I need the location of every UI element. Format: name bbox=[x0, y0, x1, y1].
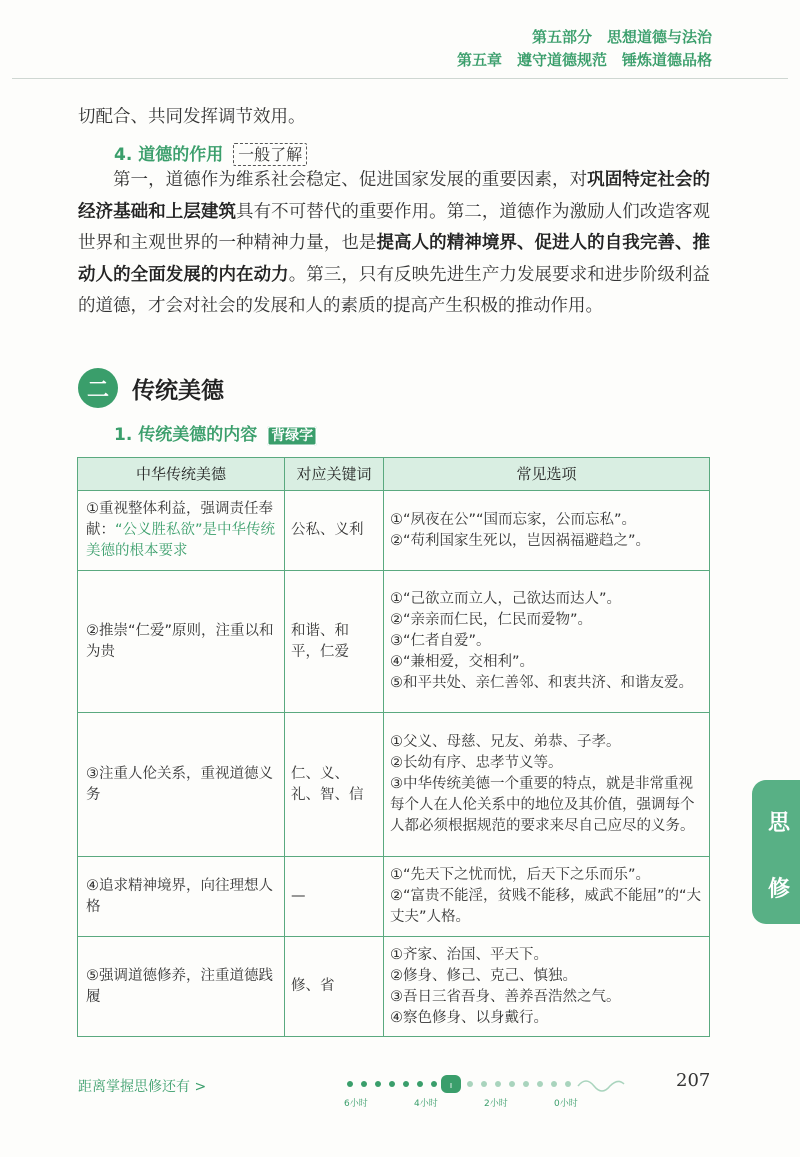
option-item: ②长幼有序、忠孝节义等。 bbox=[390, 755, 563, 771]
timeline-dot bbox=[495, 1081, 501, 1087]
options-cell bbox=[384, 571, 710, 713]
swimmer-wave-icon bbox=[578, 1081, 624, 1091]
column-header-keywords: 对应关键词 bbox=[285, 458, 384, 491]
table-row bbox=[78, 937, 710, 1037]
timeline-dot bbox=[481, 1081, 487, 1087]
side-tab-char-2: 修 bbox=[768, 877, 791, 902]
option-item: ①“先天下之忧而忧，后天下之乐而乐”。 bbox=[390, 867, 651, 883]
option-item: ②“苟利国家生死以，岂因祸福避趋之”。 bbox=[390, 532, 651, 549]
timeline-dots-remaining bbox=[467, 1081, 571, 1087]
running-header bbox=[457, 26, 712, 72]
option-item: ①“己欲立而立人，己欲达而达人”。 bbox=[390, 591, 622, 607]
option-item: ①父义、母慈、兄友、弟恭、子孝。 bbox=[390, 734, 621, 750]
option-item: ①齐家、治国、平天下。 bbox=[390, 946, 548, 963]
timeline-dot bbox=[523, 1081, 529, 1087]
option-item: ①“夙夜在公”“国而忘家，公而忘私”。 bbox=[390, 511, 637, 528]
option-item: ③中华传统美德一个重要的特点，就是非常重视每个人在人伦关系中的地位及其价值，强调每个人都必须根据规范的要求来尽自己应尽的义务。 bbox=[390, 776, 695, 834]
timeline-dot bbox=[551, 1081, 557, 1087]
timeline-label: 0小时 bbox=[554, 1099, 578, 1109]
option-item: ②“富贵不能淫，贫贱不能移，威武不能屈”的“大丈夫”人格。 bbox=[390, 888, 702, 925]
table-row bbox=[78, 713, 710, 857]
virtue-cell bbox=[78, 491, 285, 571]
morality-role-paragraph bbox=[78, 165, 710, 323]
option-item: ④察色修身、以身戴行。 bbox=[390, 1009, 548, 1026]
timeline-dots bbox=[347, 1081, 437, 1087]
header-divider bbox=[12, 78, 788, 79]
option-item: ⑤和平共处、亲仁善邻、和衷共济、和谐友爱。 bbox=[390, 675, 693, 691]
morality-role-heading-text: 4. 道德的作用 bbox=[114, 145, 224, 165]
timeline-dot bbox=[431, 1081, 437, 1087]
traditional-virtue-heading bbox=[114, 423, 317, 447]
timeline-dot bbox=[537, 1081, 543, 1087]
timeline-dot bbox=[403, 1081, 409, 1087]
virtue-table bbox=[77, 457, 710, 1037]
timeline-dot bbox=[565, 1081, 571, 1087]
virtue-cell: ⑤强调道德修养，注重道德践履 bbox=[78, 937, 285, 1037]
paragraph-text-2: 具有不可替代的重要作用。第二，道德作为激励人们改造客观世界和主观世界的一种精神力量，也是 bbox=[78, 201, 710, 253]
timeline-dot bbox=[389, 1081, 395, 1087]
options-cell bbox=[384, 713, 710, 857]
keywords-cell: 仁、义、礼、智、信 bbox=[285, 713, 384, 857]
continuation-paragraph: 切配合、共同发挥调节效用。 bbox=[78, 107, 306, 127]
page-number: 207 bbox=[676, 1070, 711, 1091]
option-item: ②修身、修己、克己、慎独。 bbox=[390, 967, 577, 984]
options-cell bbox=[384, 491, 710, 571]
timeline-dot bbox=[347, 1081, 353, 1087]
side-chapter-tab bbox=[752, 780, 800, 924]
column-header-options: 常见选项 bbox=[384, 458, 710, 491]
column-header-virtue: 中华传统美德 bbox=[78, 458, 285, 491]
header-chapter: 第五章 遵守道德规范 锤炼道德品格 bbox=[456, 51, 712, 69]
paragraph-bold-2: 提高人的精神境界、促进人的自我完善、推动人的全面发展的内在动力 bbox=[78, 233, 711, 285]
side-tab-char-1: 思 bbox=[768, 811, 791, 836]
timeline-dot bbox=[467, 1081, 473, 1087]
timeline-label: 2小时 bbox=[484, 1099, 508, 1109]
morality-role-heading bbox=[114, 143, 307, 167]
timeline-dot bbox=[509, 1081, 515, 1087]
study-progress-timeline bbox=[340, 1072, 640, 1112]
keywords-cell: 修、省 bbox=[285, 937, 384, 1037]
paragraph-bold-1: 巩固特定社会的经济基础和上层建筑 bbox=[78, 170, 711, 222]
option-item: ③“仁者自爱”。 bbox=[390, 633, 491, 649]
traditional-virtue-heading-text: 1. 传统美德的内容 bbox=[114, 425, 258, 445]
timeline-label: 6小时 bbox=[344, 1099, 368, 1109]
option-item: ③吾日三省吾身、善养吾浩然之气。 bbox=[390, 988, 621, 1005]
keywords-cell: — bbox=[285, 857, 384, 937]
marker-icon: ı bbox=[449, 1081, 453, 1091]
section-number-badge: 二 bbox=[78, 368, 118, 408]
paragraph-text-3: 。第三，只有反映先进生产力发展要求和进步阶级利益的道德，才会对社会的发展和人的素质的提高产生积极的推动作用。 bbox=[78, 264, 711, 316]
table-row bbox=[78, 491, 710, 571]
virtue-cell: ④追求精神境界，向往理想人格 bbox=[78, 857, 285, 937]
option-item: ④“兼相爱，交相利”。 bbox=[390, 654, 535, 670]
virtue-green-text: “公义胜私欲”是中华传统美德的根本要求 bbox=[86, 522, 276, 559]
keywords-cell: 和谐、和平，仁爱 bbox=[285, 571, 384, 713]
timeline-dot bbox=[361, 1081, 367, 1087]
timeline-dot bbox=[375, 1081, 381, 1087]
paragraph-text-1: 第一，道德作为维系社会稳定、促进国家发展的重要因素，对 bbox=[113, 170, 588, 190]
timeline-dot bbox=[417, 1081, 423, 1087]
section-title-text: 传统美德 bbox=[132, 377, 224, 404]
virtue-cell: ②推崇“仁爱”原则，注重以和为贵 bbox=[78, 571, 285, 713]
table-row bbox=[78, 571, 710, 713]
keywords-cell: 公私、义利 bbox=[285, 491, 384, 571]
option-item: ②“亲亲而仁民，仁民而爱物”。 bbox=[390, 612, 593, 628]
options-cell bbox=[384, 937, 710, 1037]
virtue-cell: ③注重人伦关系，重视道德义务 bbox=[78, 713, 285, 857]
header-part: 第五部分 思想道德与法治 bbox=[531, 28, 712, 46]
memorize-green-tag: 背绿字 bbox=[267, 426, 317, 446]
timeline-label: 4小时 bbox=[414, 1099, 438, 1109]
progress-label: 距离掌握思修还有 > bbox=[78, 1079, 207, 1095]
options-cell bbox=[384, 857, 710, 937]
section-title bbox=[78, 366, 224, 410]
table-row bbox=[78, 857, 710, 937]
virtue-text: ①重视整体利益，强调责任奉献： bbox=[86, 501, 273, 538]
general-understanding-tag: 一般了解 bbox=[233, 143, 307, 166]
table-header-row bbox=[78, 458, 710, 491]
